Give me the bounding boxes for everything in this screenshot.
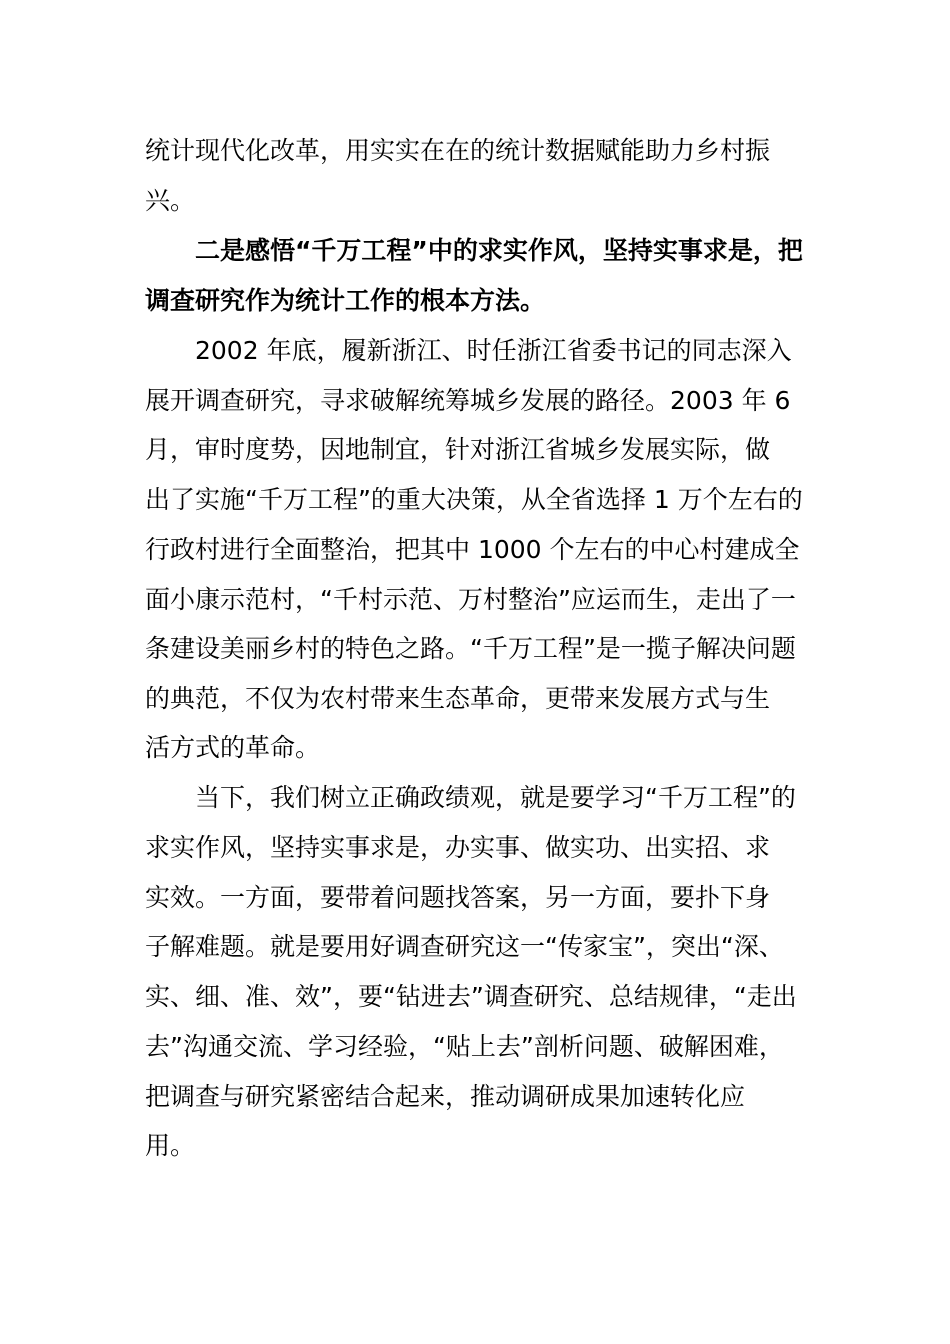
text-line: 条建设美丽乡村的特色之路。“千万工程”是一揽子解决问题: [145, 634, 796, 663]
text-line: 去”沟通交流、学习经验，“贴上去”剖析问题、破解困难，: [145, 1032, 784, 1061]
text-line: 把调查与研究紧密结合起来，推动调研成果加速转化应: [145, 1082, 746, 1111]
text-line: 用。: [145, 1131, 196, 1160]
text-line: 当下，我们树立正确政绩观，就是要学习“千万工程”的: [195, 783, 796, 812]
text-line: 月，审时度势，因地制宜，针对浙江省城乡发展实际，做: [145, 435, 771, 464]
text-line: 统计现代化改革，用实实在在的统计数据赋能助力乡村振: [145, 136, 771, 165]
text-line: 求实作风，坚持实事求是，办实事、做实功、出实招、求: [145, 833, 771, 862]
text-line: 实、细、准、效”，要“钻进去”调查研究、总结规律，“走出: [145, 982, 797, 1011]
text-line: 实效。一方面，要带着问题找答案，另一方面，要扑下身: [145, 883, 771, 912]
section-heading-line: 二是感悟“千万工程”中的求实作风，坚持实事求是，把: [195, 236, 803, 265]
text-line: 行政村进行全面整治，把其中 1000 个左右的中心村建成全: [145, 535, 800, 564]
text-line: 子解难题。就是要用好调查研究这一“传家宝”，突出“深、: [145, 932, 784, 961]
text-line: 展开调查研究，寻求破解统筹城乡发展的路径。2003 年 6: [145, 386, 791, 415]
text-line: 面小康示范村，“千村示范、万村整治”应运而生，走出了一: [145, 585, 796, 614]
text-line: 的典范，不仅为农村带来生态革命，更带来发展方式与生: [145, 684, 771, 713]
text-line: 2002 年底，履新浙江、时任浙江省委书记的同志深入: [195, 336, 792, 365]
text-line: 出了实施“千万工程”的重大决策，从全省选择 1 万个左右的: [145, 485, 803, 514]
text-line: 活方式的革命。: [145, 733, 321, 762]
text-line: 兴。: [145, 186, 196, 215]
section-heading-line: 调查研究作为统计工作的根本方法。: [145, 286, 546, 315]
